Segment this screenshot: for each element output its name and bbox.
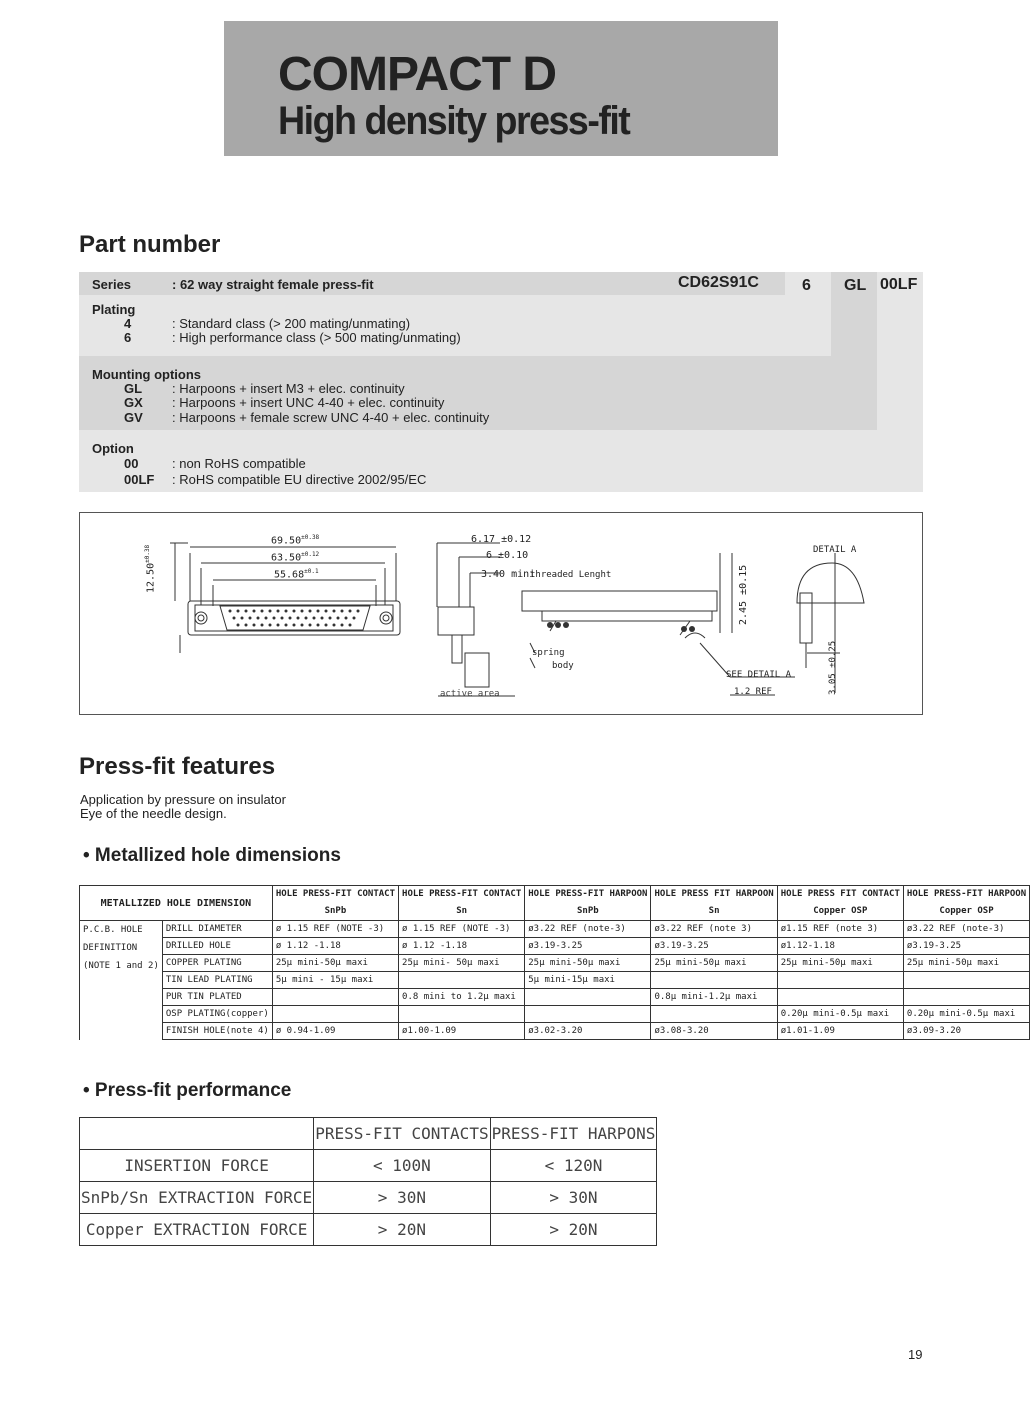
table-cell: > 20N (490, 1214, 657, 1246)
page-title: COMPACT D (278, 48, 557, 101)
press-fit-desc-2: Eye of the needle design. (80, 806, 227, 821)
mounting-text-gl: : Harpoons + insert M3 + elec. continuity (172, 381, 405, 396)
press-fit-desc-1: Application by pressure on insulator (80, 792, 286, 807)
table-cell: 5µ mini-15µ maxi (525, 972, 651, 989)
table-cell: ø1.15 REF (note 3) (777, 921, 903, 938)
table-cell: ø3.22 REF (note-3) (903, 921, 1029, 938)
column-header-bottom: Sn (456, 906, 468, 916)
column-header: PRESS-FIT HARPONS (490, 1118, 657, 1150)
row-label: SnPb/Sn EXTRACTION FORCE (80, 1182, 314, 1214)
column-header: PRESS-FIT CONTACTS (314, 1118, 490, 1150)
row-label: DRILLED HOLE (162, 938, 272, 955)
column-header (399, 886, 525, 921)
mounting-code: GL (844, 277, 867, 294)
group-label-line: P.C.B. HOLE (83, 925, 143, 935)
table-row (80, 1023, 1030, 1040)
dim-63-50 (271, 551, 319, 563)
dim-value: 55.68 (274, 569, 305, 581)
table-cell: 0.8 mini to 1.2µ maxi (399, 989, 525, 1006)
mounting-code-gv: GV (124, 410, 143, 425)
option-label: Option (92, 441, 134, 456)
column-header (272, 886, 398, 921)
table-cell: ø 1.15 REF (NOTE -3) (272, 921, 398, 938)
table-row (80, 1006, 1030, 1023)
press-fit-heading: Press-fit features (79, 753, 276, 780)
table-cell: < 100N (314, 1150, 490, 1182)
mounting-label: Mounting options (92, 367, 202, 382)
column-header-top: HOLE PRESS FIT HARPOON (654, 889, 774, 899)
table-cell: ø3.22 REF (note 3) (651, 921, 777, 938)
plating-code-4: 4 (124, 316, 132, 331)
see-detail-label: SEE DETAIL A (726, 670, 792, 680)
row-label: TIN LEAD PLATING (162, 972, 272, 989)
option-text-00lf: : RoHS compatible EU directive 2002/95/EC (172, 472, 427, 487)
column-header-top: HOLE PRESS-FIT HARPOON (528, 889, 648, 899)
ref-label: 1.2 REF (734, 687, 772, 697)
table-row (80, 955, 1030, 972)
table-cell: 25µ mini- 50µ maxi (399, 955, 525, 972)
table-cell: ø 1.12 -1.18 (399, 938, 525, 955)
mounting-code-gx: GX (124, 395, 143, 410)
column-header-bottom: Copper OSP (939, 906, 994, 916)
table-cell: ø1.00-1.09 (399, 1023, 525, 1040)
option-code-column (877, 272, 923, 430)
dim-tolerance: ±0.38 (301, 534, 320, 541)
column-header-top: HOLE PRESS-FIT CONTACT (402, 889, 522, 899)
option-text-00: : non RoHS compatible (172, 456, 306, 471)
table-cell: ø 1.15 REF (NOTE -3) (399, 921, 525, 938)
option-code-00lf: 00LF (124, 472, 155, 487)
mounting-text-gx: : Harpoons + insert UNC 4-40 + elec. continuity (172, 395, 445, 410)
performance-heading: • Press-fit performance (83, 1080, 292, 1101)
page-number: 19 (908, 1347, 923, 1362)
table-cell: ø3.22 REF (note-3) (525, 921, 651, 938)
column-header-bottom: Copper OSP (813, 906, 868, 916)
dim-value: 12.50 (145, 562, 157, 593)
dim-6-17: 6.17 ±0.12 (471, 534, 532, 545)
table-cell (272, 989, 398, 1006)
spring-label: spring (532, 648, 565, 658)
table-cell: 0.20µ mini-0.5µ maxi (903, 1006, 1029, 1023)
series-text: : 62 way straight female press-fit (172, 277, 374, 292)
table-row (80, 938, 1030, 955)
table-cell: ø3.19-3.25 (903, 938, 1029, 955)
dim-6: 6 ±0.10 (486, 550, 529, 561)
table-cell: 0.8µ mini-1.2µ maxi (651, 989, 777, 1006)
column-header (525, 886, 651, 921)
series-label: Series (92, 277, 132, 292)
table-cell: 25µ mini-50µ maxi (651, 955, 777, 972)
column-header-top: HOLE PRESS-FIT CONTACT (275, 889, 396, 899)
dim-12-50 (144, 545, 156, 593)
table-cell (399, 1006, 525, 1023)
table-row (80, 921, 1030, 938)
table-cell (399, 972, 525, 989)
table-cell: > 20N (314, 1214, 490, 1246)
table-cell: 25µ mini-50µ maxi (272, 955, 398, 972)
dim-55-68 (274, 568, 319, 580)
table-cell (777, 989, 903, 1006)
table-row (80, 1150, 657, 1182)
plating-text-4: : Standard class (> 200 mating/unmating) (172, 316, 411, 331)
column-header (777, 886, 903, 921)
series-code: CD62S91C (678, 274, 759, 291)
table-cell: ø3.02-3.20 (525, 1023, 651, 1040)
row-label: FINISH HOLE(note 4) (162, 1023, 272, 1040)
mounting-code-gl: GL (124, 381, 143, 396)
table-cell: < 120N (490, 1150, 657, 1182)
table-row (80, 1182, 657, 1214)
pcb-hole-group-label (80, 921, 163, 1040)
table-cell: ø1.01-1.09 (777, 1023, 903, 1040)
table-cell (903, 972, 1029, 989)
table-cell: ø 1.12 -1.18 (272, 938, 398, 955)
table-cell (777, 972, 903, 989)
table-cell (525, 989, 651, 1006)
table-cell: ø1.12-1.18 (777, 938, 903, 955)
metallized-hole-table (79, 885, 1030, 1040)
dim-tolerance: ±0.38 (144, 544, 151, 563)
detail-a-label: DETAIL A (813, 545, 857, 555)
page-subtitle: High density press-fit (278, 99, 630, 143)
plating-label: Plating (92, 302, 136, 317)
table-header-row (80, 886, 1030, 921)
performance-table (79, 1117, 657, 1246)
empty-corner-cell (80, 1118, 314, 1150)
column-header (903, 886, 1029, 921)
table-row (80, 989, 1030, 1006)
table-cell: > 30N (490, 1182, 657, 1214)
row-label: INSERTION FORCE (80, 1150, 314, 1182)
column-header-top: HOLE PRESS-FIT HARPOON (906, 889, 1027, 899)
mounting-text-gv: : Harpoons + female screw UNC 4-40 + elec. continuity (172, 410, 490, 425)
row-label: Copper EXTRACTION FORCE (80, 1214, 314, 1246)
dim-3-05: 3.05 ±0.25 (828, 640, 838, 695)
dim-tolerance: ±0.1 (304, 568, 319, 575)
group-label-line: DEFINITION (83, 943, 138, 953)
table-cell (272, 1006, 398, 1023)
option-code: 00LF (880, 276, 918, 293)
column-header (651, 886, 777, 921)
table-cell: ø3.19-3.25 (651, 938, 777, 955)
row-label: PUR TIN PLATED (162, 989, 272, 1006)
metallized-heading: • Metallized hole dimensions (83, 845, 341, 866)
table-cell (651, 1006, 777, 1023)
table-cell (903, 989, 1029, 1006)
option-code-00: 00 (124, 456, 139, 471)
table-header-row (80, 1118, 657, 1150)
table-cell: ø3.08-3.20 (651, 1023, 777, 1040)
table-row (80, 1214, 657, 1246)
table-cell (525, 1006, 651, 1023)
plating-code-6: 6 (124, 330, 132, 345)
column-header-bottom: SnPb (324, 906, 347, 916)
plating-text-6: : High performance class (> 500 mating/unmating) (172, 330, 461, 345)
plating-code: 6 (802, 277, 811, 294)
table-cell: 25µ mini-50µ maxi (777, 955, 903, 972)
dim-value: 69.50 (271, 535, 302, 547)
row-label: OSP PLATING(copper) (162, 1006, 272, 1023)
group-label-line: (NOTE 1 and 2) (83, 961, 159, 971)
technical-drawing (79, 512, 923, 715)
table-cell: ø3.19-3.25 (525, 938, 651, 955)
column-header-bottom: Sn (708, 906, 720, 916)
dim-value: 63.50 (271, 552, 302, 564)
table-cell: 5µ mini - 15µ maxi (272, 972, 398, 989)
column-header-bottom: SnPb (577, 906, 599, 916)
row-label: DRILL DIAMETER (162, 921, 272, 938)
active-area-label: active area (440, 689, 500, 699)
threaded-length-label: threaded Lenght (530, 570, 612, 580)
row-label: COPPER PLATING (162, 955, 272, 972)
table-cell: 0.20µ mini-0.5µ maxi (777, 1006, 903, 1023)
table-cell: ø3.09-3.20 (903, 1023, 1029, 1040)
dim-2-45: 2.45 ±0.15 (738, 564, 749, 625)
table-cell (651, 972, 777, 989)
body-label: body (552, 661, 574, 671)
dim-tolerance: ±0.12 (301, 551, 320, 558)
table-cell: 25µ mini-50µ maxi (525, 955, 651, 972)
column-header-top: HOLE PRESS FIT CONTACT (780, 889, 900, 899)
dim-3-40: 3.40 mini (481, 569, 536, 580)
table-cell: 25µ mini-50µ maxi (903, 955, 1029, 972)
part-number-heading: Part number (79, 231, 221, 258)
table-row (80, 972, 1030, 989)
table-cell: > 30N (314, 1182, 490, 1214)
table-cell: ø 0.94-1.09 (272, 1023, 398, 1040)
table-corner-header: METALLIZED HOLE DIMENSION (80, 886, 273, 921)
dim-69-50 (271, 534, 319, 546)
